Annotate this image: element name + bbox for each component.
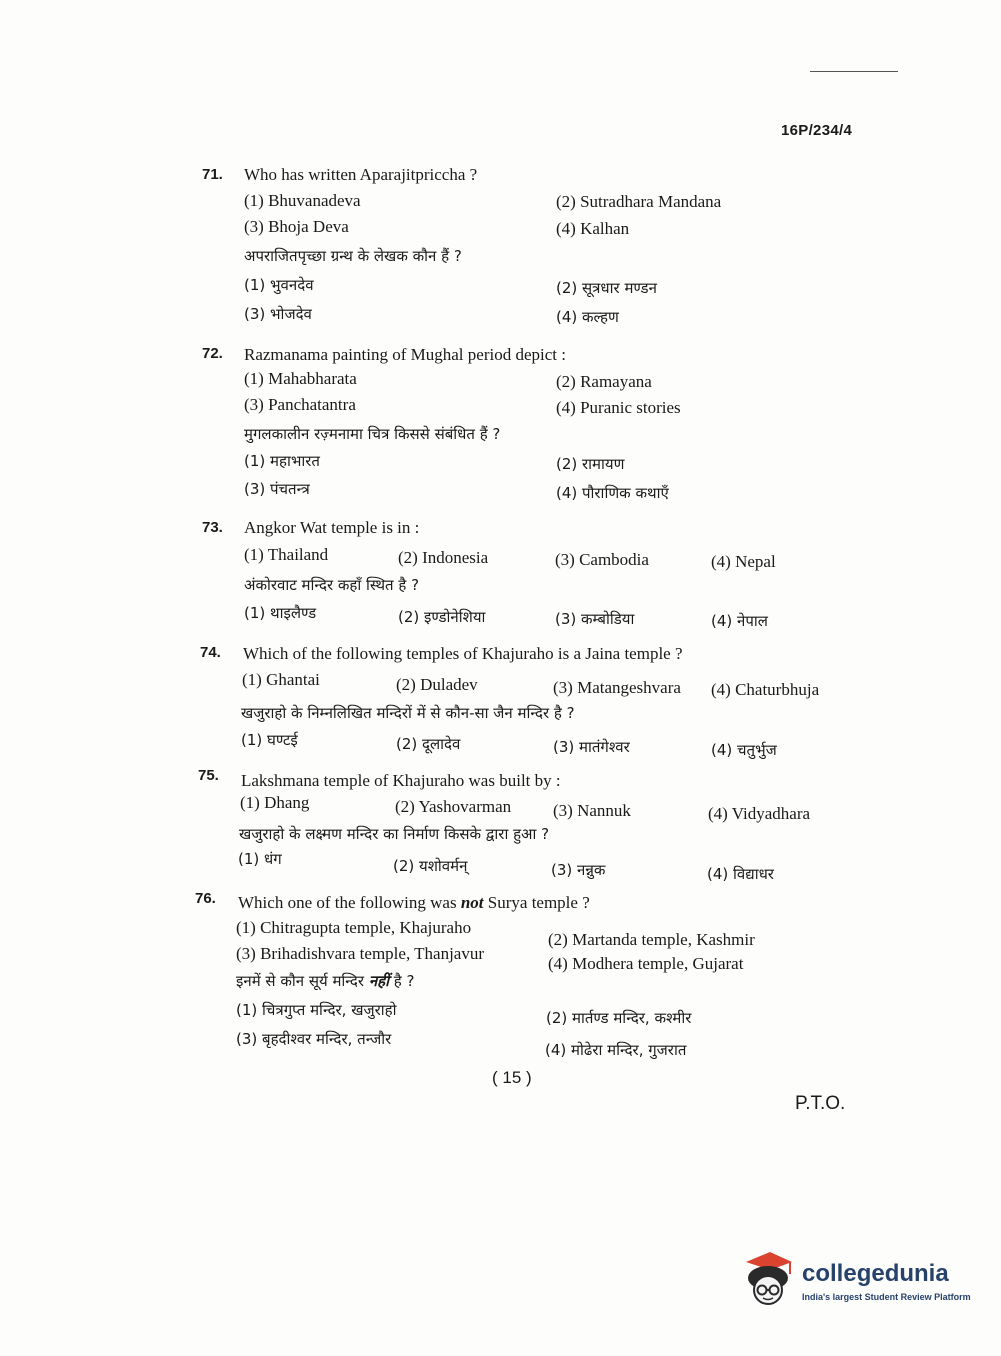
option-en: (2) Yashovarman [395,797,512,816]
option-hi: (4) चतुर्भुज [711,741,777,759]
question-number: 76. [195,890,216,907]
option-en: (2) Martanda temple, Kashmir [548,930,755,949]
option-en: (3) Cambodia [555,550,649,569]
question-number: 71. [202,166,223,183]
option-en: (3) Nannuk [553,801,631,820]
option-en: (3) Matangeshvara [553,678,681,697]
option-hi: (4) मोढेरा मन्दिर, गुजरात [545,1041,687,1059]
option-hi: (3) बृहदीश्वर मन्दिर, तन्जौर [236,1030,392,1048]
option-en: (1) Chitragupta temple, Khajuraho [236,918,472,937]
option-hi: (4) नेपाल [711,612,768,630]
option-en: (1) Dhang [240,793,310,812]
collegedunia-watermark [740,1248,970,1310]
mascot-icon [740,1248,800,1310]
option-hi: (2) सूत्रधार मण्डन [556,279,657,297]
emphasis-nahin: नहीं [368,972,390,990]
option-hi: (1) भुवनदेव [244,276,314,294]
option-hi: (2) इण्डोनेशिया [398,608,486,626]
question-text-hi: इनमें से कौन सूर्य मन्दिर नहीं है ? [236,972,415,990]
option-en: (4) Kalhan [556,219,630,238]
question-number: 74. [200,644,221,661]
option-hi: (4) पौराणिक कथाएँ [556,484,669,502]
question-text-en: Which one of the following was not Surya temple ? [238,893,590,912]
emphasis-not: not [460,893,484,912]
option-hi: (3) नन्नुक [551,861,606,879]
question-text-hi: मुगलकालीन रज़्मनामा चित्र किससे संबंधित हैं ? [244,425,501,443]
option-hi: (4) कल्हण [556,308,619,326]
question-text-en: Lakshmana temple of Khajuraho was built by : [241,771,561,790]
option-hi: (1) चित्रगुप्त मन्दिर, खजुराहो [236,1001,397,1019]
option-en: (4) Vidyadhara [708,804,811,823]
option-en: (3) Brihadishvara temple, Thanjavur [236,944,484,963]
option-en: (4) Nepal [711,552,776,571]
paper-code: 16P/234/4 [781,122,853,139]
brand-name: collegedunia [802,1260,949,1287]
option-en: (3) Bhoja Deva [244,217,349,236]
brand-tagline: India's largest Student Review Platform [802,1292,971,1302]
option-hi: (2) मार्तण्ड मन्दिर, कश्मीर [546,1009,692,1027]
question-text-hi: अपराजितपृच्छा ग्रन्थ के लेखक कौन हैं ? [244,247,462,265]
option-hi: (4) विद्याधर [707,865,774,883]
header-rule [810,71,898,72]
question-text-en: Angkor Wat temple is in : [244,518,420,537]
question-text-hi: खजुराहो के निम्नलिखित मन्दिरों में से कौन-सा जैन मन्दिर है ? [241,704,575,722]
question-number: 72. [202,345,223,362]
option-en: (4) Modhera temple, Gujarat [548,954,744,973]
option-en: (3) Panchatantra [244,395,356,414]
option-hi: (1) महाभारत [244,452,320,470]
option-hi: (2) दूलादेव [396,735,461,753]
option-en: (1) Thailand [244,545,329,564]
option-hi: (3) कम्बोडिया [555,610,635,628]
question-text-en: Razmanama painting of Mughal period depict : [244,345,566,364]
option-en: (4) Chaturbhuja [711,680,820,699]
question-text-hi: खजुराहो के लक्ष्मण मन्दिर का निर्माण किसके द्वारा हुआ ? [239,825,550,843]
question-text-en: Which of the following temples of Khajuraho is a Jaina temple ? [243,644,683,663]
pto-label: P.T.O. [795,1093,846,1114]
option-en: (2) Ramayana [556,372,652,391]
option-en: (2) Indonesia [398,548,489,567]
option-en: (4) Puranic stories [556,398,681,417]
option-en: (2) Duladev [396,675,478,694]
option-en: (1) Ghantai [242,670,320,689]
option-hi: (2) रामायण [556,455,625,473]
question-number: 73. [202,519,223,536]
option-hi: (2) यशोवर्मन् [393,857,468,875]
page-number: ( 15 ) [492,1068,532,1087]
option-hi: (3) पंचतन्त्र [244,480,310,498]
option-hi: (1) थाइलैण्ड [244,604,317,622]
option-en: (1) Mahabharata [244,369,357,388]
option-hi: (1) धंग [238,850,282,868]
question-text-hi: अंकोरवाट मन्दिर कहाँ स्थित है ? [244,576,420,594]
option-hi: (3) भोजदेव [244,305,312,323]
option-en: (2) Sutradhara Mandana [556,192,722,211]
question-number: 75. [198,767,219,784]
option-hi: (3) मातंगेश्वर [553,738,630,756]
option-en: (1) Bhuvanadeva [244,191,361,210]
question-text-en: Who has written Aparajitpriccha ? [244,165,478,184]
option-hi: (1) घण्टई [241,731,298,749]
